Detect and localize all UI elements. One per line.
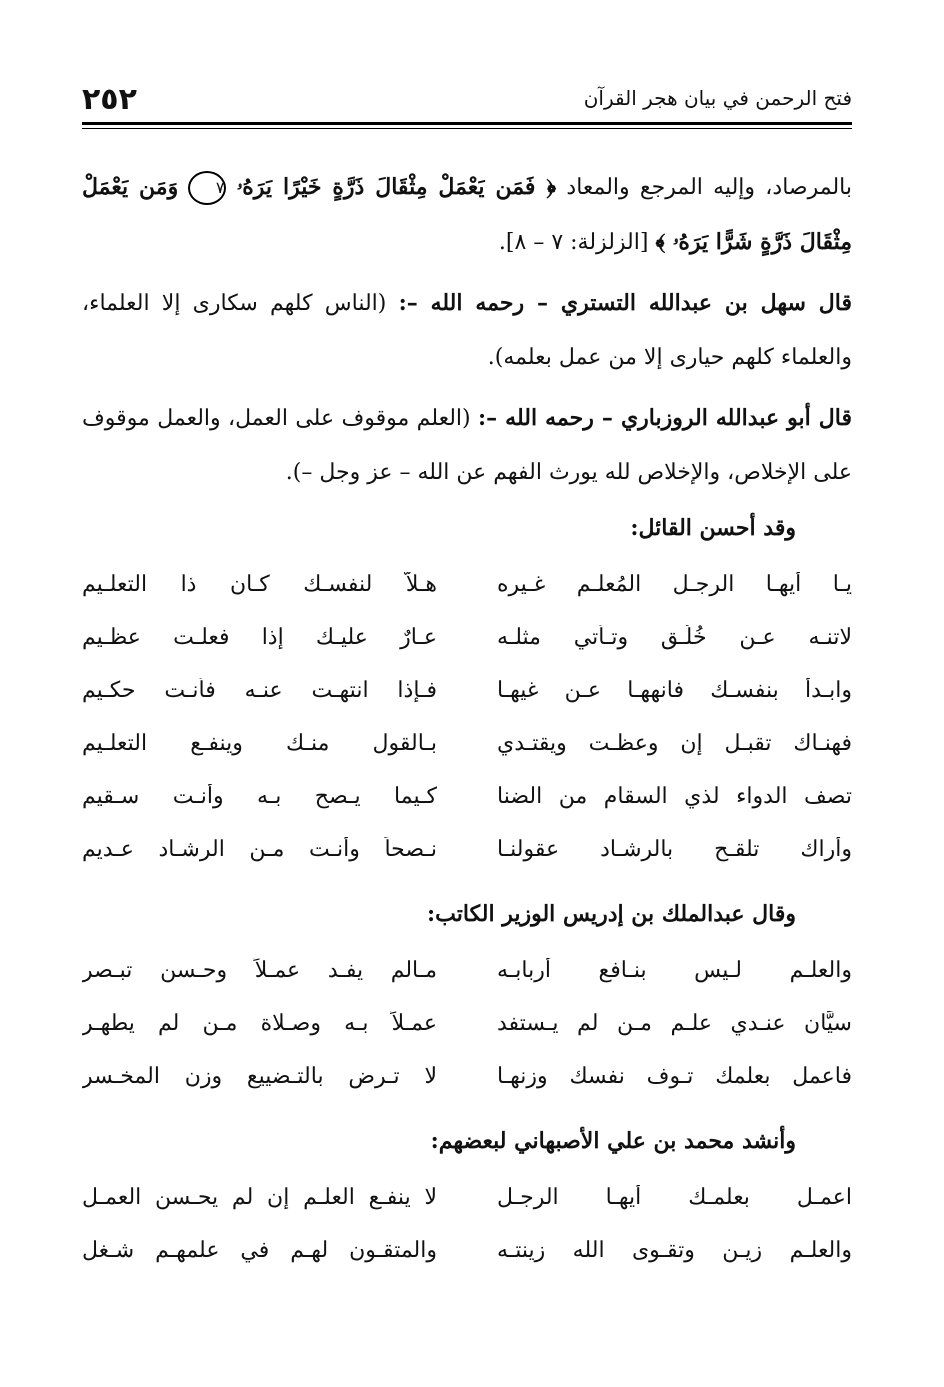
book-title: فتح الرحمن في بيان هجر القرآن [583,86,852,110]
paragraph-quran [82,160,852,270]
verse [82,611,852,664]
verse [82,1050,852,1103]
hemistich-first: وأراك تلقـح بالرشـاد عقولنـا [497,837,852,862]
attribution: قال سهل بن عبدالله التستري – رحمه الله –: [398,290,852,316]
header-rule-thin [82,128,852,129]
attribution: قال أبو عبدالله الروزباري – رحمه الله –: [478,405,852,431]
citation: [الزلزلة: ٧ – ٨]. [498,230,649,255]
verse [82,1171,852,1224]
hemistich-second: عمـلاً بـه وصـلاة مـن لم يطهـر [82,1011,437,1036]
verse [82,664,852,717]
hemistich-second: بـالقول منـك وينفـع التعلـيم [82,731,437,756]
hemistich-second: كـيما يـصح بـه وأنـت سـقيم [82,784,437,809]
hemistich-second: مـالم يفـد عمـلاً وحـسن تبـصر [82,958,437,983]
hemistich-first: والعلـم لـيس بنـافع أربابـه [497,958,852,983]
verse [82,944,852,997]
quote: (العلم موقوف على العمل، والعمل موقوف على الإخلاص، والإخلاص لله يورث الفهم عن الله – عز وجل –). [82,406,852,485]
hemistich-second: نـصحاً وأنـت مـن الرشـاد عـديم [82,837,437,862]
header-rule-thick [82,122,852,125]
hemistich-first: فاعمل بعلمك تـوف نفسك وزنهـا [497,1064,852,1089]
poem-1 [82,558,852,876]
hemistich-second: لا ينفـع العلـم إن لم يحـسن العمـل [82,1185,437,1210]
page-body [82,160,852,1287]
hemistich-second: لا تـرض بالتـضييع وزن المخـسر [82,1064,437,1089]
hemistich-second: هـلاَّ لنفسـك كـان ذا التعلـيم [82,572,437,597]
paragraph-rudhbari [82,391,852,500]
quran-verse: ﴿ فَمَن يَعْمَلْ مِثْقَالَ ذَرَّةٍ خَيْرًا يَرَهُۥ [236,174,557,200]
hemistich-second: والمتقـون لهـم في علمهـم شـغل [82,1238,437,1263]
hemistich-first: لاتنـه عـن خُلُـق وتـأتي مثلـه [497,625,852,650]
section-heading: وقد أحسن القائل: [630,515,796,541]
page-number: ٢٥٢ [82,82,137,117]
hemistich-second: عـارٌ عليـك إذا فعلـت عظـيم [82,625,437,650]
hemistich-first: وابـدأ بنفسـك فانههـا عـن غيهـا [497,678,852,703]
hemistich-first: يـا أيهـا الرجـل المُعلـم غـيره [497,572,852,597]
verse [82,717,852,770]
page-header [82,70,852,130]
ayah-number-marker: ٧ [188,171,226,205]
verse [82,558,852,611]
verse [82,770,852,823]
intro-text: بالمرصاد، وإليه المرجع والمعاد [566,175,852,200]
section-heading: وأنشد محمد بن علي الأصبهاني لبعضهم: [430,1128,796,1154]
verse [82,997,852,1050]
hemistich-second: فـإذا انتهـت عنـه فأنـت حكـيم [82,678,437,703]
quote: (الناس كلهم سكارى إلا العلماء، والعلماء كلهم حيارى إلا من عمل بعلمه). [82,291,852,370]
verse [82,1224,852,1277]
verse [82,823,852,876]
hemistich-first: فهنـاك تقبـل إن وعظـت ويقتـدي [497,731,852,756]
quran-verse-2: وَمَن يَعْمَلْ مِثْقَالَ ذَرَّةٍ شَرًّا يَرَهُۥ ﴾ [82,174,852,255]
hemistich-first: والعلـم زيـن وتقـوى الله زينتـه [497,1238,852,1263]
hemistich-first: تصف الدواء لذي السقام من الضنا [497,784,852,809]
hemistich-first: اعمـل بعلمـك أيهـا الرجـل [497,1185,852,1210]
section-heading: وقال عبدالملك بن إدريس الوزير الكاتب: [427,901,796,927]
poem-3 [82,1171,852,1277]
hemistich-first: سيَّان عنـدي علـم مـن لم يـستفد [497,1011,852,1036]
paragraph-sahl [82,276,852,385]
poem-2 [82,944,852,1103]
